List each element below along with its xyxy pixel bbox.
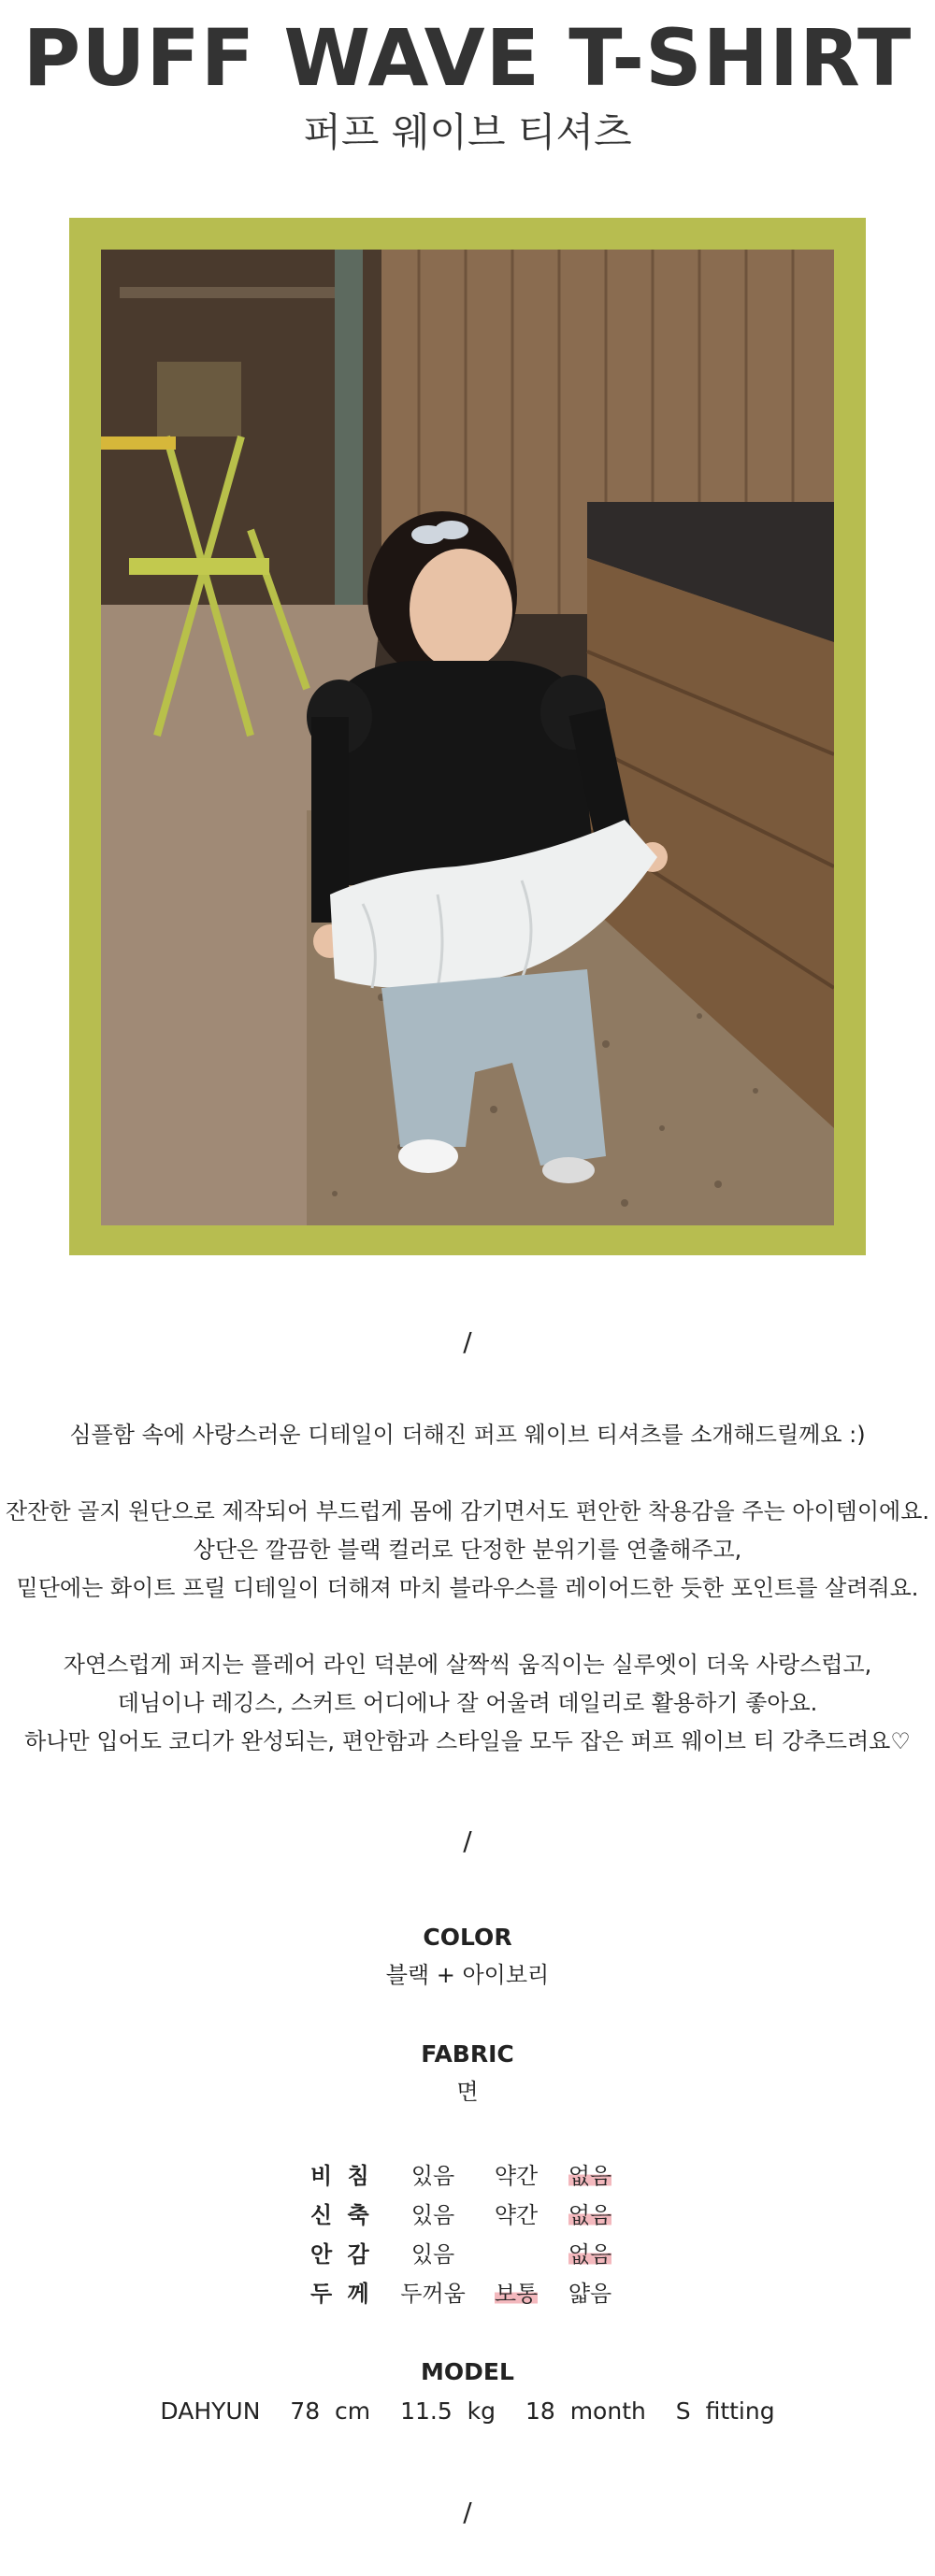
spec-option-selected — [557, 2157, 623, 2195]
color-value: 블랙 + 아이보리 — [385, 1962, 550, 1988]
description-line: 잔잔한 골지 원단으로 제작되어 부드럽게 몸에 감기면서도 편안한 착용감을 주는 아이템이에요. — [5, 1498, 930, 1524]
model-fit: S fitting — [675, 2397, 775, 2425]
spec-row-thickness — [0, 2275, 935, 2312]
spec-row-lining — [0, 2236, 935, 2273]
spec-option: 두꺼움 — [400, 2281, 466, 2307]
description-line: 심플함 속에 사랑스러운 디테일이 더해진 퍼프 웨이브 티셔츠를 소개해드릴께요 :) — [69, 1422, 866, 1448]
description-line — [0, 1608, 935, 1646]
model-height: 78 cm — [290, 2397, 371, 2425]
spec-label: 신 축 — [310, 2202, 373, 2228]
description-line — [0, 1454, 935, 1493]
description-line: 자연스럽게 퍼지는 플레어 라인 덕분에 살짝씩 움직이는 실루엣이 더욱 사랑스럽고, — [63, 1652, 872, 1678]
spec-option: 있음 — [410, 2202, 455, 2228]
spec-option-selected — [557, 2197, 623, 2234]
fabric-label: FABRIC — [421, 2040, 514, 2068]
spec-highlight: 없음 — [568, 2163, 612, 2189]
product-subtitle: 퍼프 웨이브 티셔츠 — [303, 109, 632, 155]
product-photo — [101, 250, 834, 1225]
divider-1: / — [463, 1326, 472, 1357]
model-weight: 11.5 kg — [400, 2397, 496, 2425]
divider-3: / — [463, 2497, 472, 2527]
divider-2: / — [463, 1825, 472, 1856]
spec-option: 약간 — [494, 2163, 539, 2189]
color-label: COLOR — [423, 1924, 512, 1951]
product-title: PUFF WAVE T-SHIRT — [22, 12, 913, 104]
spec-row-sheerness — [0, 2157, 935, 2195]
spec-highlight: 없음 — [568, 2202, 612, 2228]
product-description — [0, 1416, 935, 1761]
spec-option: 있음 — [410, 2241, 455, 2268]
spec-highlight: 보통 — [494, 2281, 539, 2307]
spec-label: 안 감 — [310, 2241, 373, 2268]
fabric-value: 면 — [456, 2079, 479, 2105]
spec-option: 있음 — [410, 2163, 455, 2189]
spec-option-selected — [557, 2236, 623, 2273]
spec-row-stretch — [0, 2197, 935, 2234]
description-line: 상단은 깔끔한 블랙 컬러로 단정한 분위기를 연출해주고, — [193, 1537, 742, 1563]
spec-label: 비 침 — [310, 2163, 373, 2189]
spec-option: 얇음 — [568, 2281, 612, 2307]
description-line: 밑단에는 화이트 프릴 디테일이 더해져 마치 블라우스를 레이어드한 듯한 포인트를 살려줘요. — [16, 1575, 919, 1601]
model-info — [0, 2395, 935, 2428]
description-line: 하나만 입어도 코디가 완성되는, 편안함과 스타일을 모두 잡은 퍼프 웨이브 티 강추드려요♡ — [24, 1728, 911, 1754]
model-label: MODEL — [421, 2358, 514, 2385]
spec-option: 약간 — [494, 2202, 539, 2228]
spec-label: 두 께 — [310, 2281, 373, 2307]
product-photo-frame — [69, 218, 866, 1255]
spec-highlight: 없음 — [568, 2241, 612, 2268]
model-age: 18 month — [525, 2397, 646, 2425]
spec-option-selected — [479, 2275, 554, 2312]
description-line: 데님이나 레깅스, 스커트 어디에나 잘 어울려 데일리로 활용하기 좋아요. — [117, 1690, 818, 1716]
model-name: DAHYUN — [160, 2397, 261, 2425]
